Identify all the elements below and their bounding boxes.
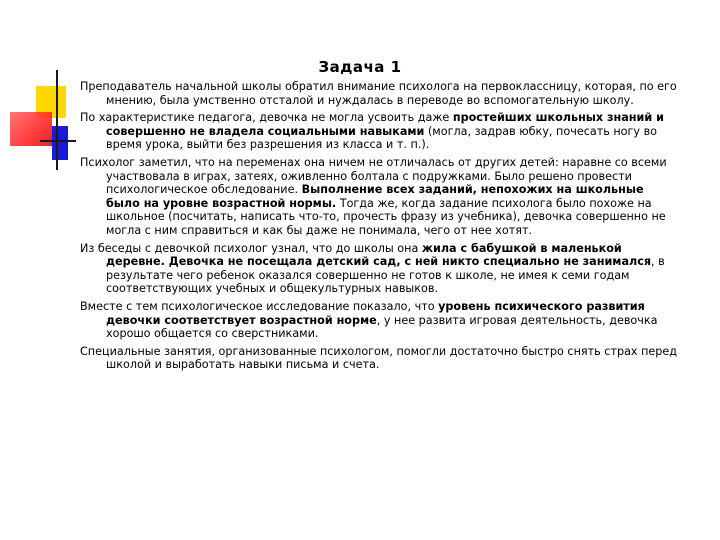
text-run: По характеристике педагога, девочка не могла усвоить даже: [80, 111, 453, 125]
text-run: , у нее развита игровая деятельность, девочка хорошо общается со сверстниками.: [106, 313, 658, 341]
bold-text-run: жила с бабушкой в маленькой деревне. Девочка не посещала детский сад, с ней никто специально не занимался: [106, 241, 652, 269]
text-run: Специальные занятия, организованные психологом, помогли достаточно быстро снять страх перед школой и выработать навыки письма и счета.: [80, 344, 678, 372]
vertical-line-decoration: [56, 70, 58, 170]
paragraph-1: [80, 80, 680, 107]
paragraph-3: [80, 156, 680, 238]
slide-body: [80, 80, 680, 376]
paragraph-5: [80, 300, 680, 341]
slide-title: Задача 1: [318, 58, 402, 76]
bold-text-run: Выполнение всех заданий, непохожих на школьные было на уровне возрастной нормы.: [106, 183, 644, 210]
text-run: Вместе с тем психологическое исследование показало, что: [80, 299, 439, 313]
paragraph-6: [80, 345, 680, 372]
text-run: Из беседы с девочкой психолог узнал, что до школы она: [80, 241, 422, 255]
paragraph-4: [80, 242, 680, 296]
bold-text-run: уровень психического развития девочки соответствует возрастной норме: [106, 299, 645, 327]
text-run: Психолог заметил, что на переменах она ничем не отличалась от других детей: наравне со всеми участвовала в играх, затеях, оживленно болтала с подружками. Было решено провести психологическое обследование.: [80, 155, 667, 197]
horizontal-line-decoration: [40, 140, 76, 142]
text-run: , в результате чего ребенок оказался совершенно не готов к школе, не имея к семи годам соответствующих учебных и общекультурных навыков.: [106, 255, 665, 296]
text-run: Преподаватель начальной школы обратил внимание психолога на первоклассницу, которая, по его мнению, была умственно отсталой и нуждалась в переводе во вспомогательную школу.: [80, 80, 677, 107]
decorative-squares: [0, 0, 80, 170]
text-run: Тогда же, когда задание психолога было похоже на школьное (посчитать, написать что-то, прочесть фразу из учебника), девочка совершенно не могла с ним справиться и как бы даже не понимала, чего от нее хотят.: [106, 196, 666, 237]
bold-text-run: простейших школьных знаний и совершенно не владела социальными навыками: [106, 111, 664, 138]
paragraph-2: [80, 111, 680, 152]
blue-square-decoration: [52, 126, 68, 160]
text-run: (могла, задрав юбку, почесать ногу во время урока, выйти без разрешения из класса и т. п.).: [106, 124, 658, 152]
